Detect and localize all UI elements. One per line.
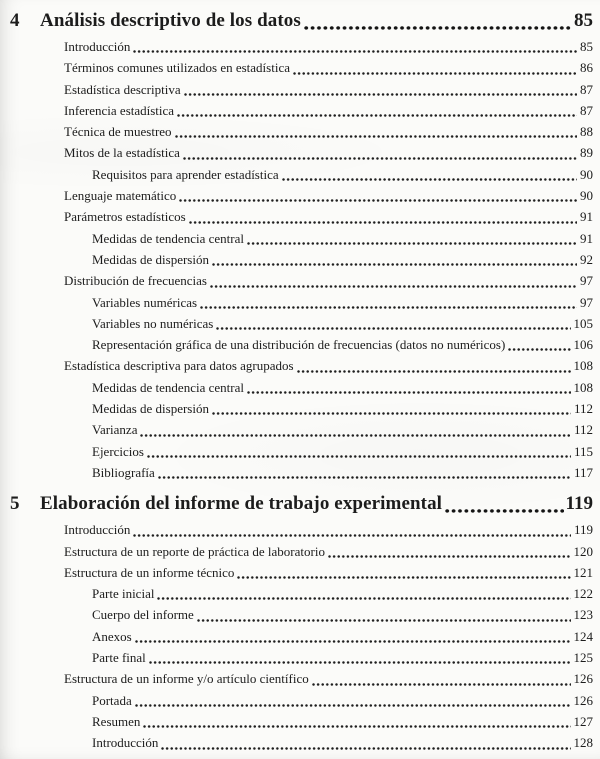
dot-leader: [133, 534, 571, 537]
toc-entry-label: Medidas de dispersión: [92, 251, 209, 267]
chapter-number: 4: [10, 10, 20, 31]
dot-leader: [212, 263, 577, 266]
toc-entry: [92, 711, 593, 732]
toc-entry: [92, 626, 593, 647]
dot-leader: [508, 348, 570, 351]
toc-entry-label: Ejercicios: [92, 443, 144, 459]
toc-entry-label: Estructura de un informe técnico: [64, 564, 235, 580]
toc-entry-label: Cuerpo del informe: [92, 607, 194, 623]
chapter-title: Elaboración del informe de trabajo experimental: [40, 493, 443, 515]
toc-entry-page: 85: [580, 39, 593, 54]
dot-leader: [200, 306, 577, 309]
toc-entry-label: Estadística descriptiva para datos agrupados: [64, 358, 294, 374]
toc-entry: [92, 377, 593, 398]
toc-entry: [92, 249, 593, 270]
dot-leader: [445, 509, 563, 514]
toc-entry-page: 117: [573, 464, 593, 480]
toc-entry-page: 86: [580, 60, 593, 76]
toc-entry-label: Estructura de un reporte de práctica de laboratorio: [64, 543, 325, 559]
toc-entry-label: Requisitos para aprender estadística: [92, 166, 279, 182]
toc-entry: [92, 647, 593, 668]
toc-entry: [92, 292, 593, 313]
dot-leader: [184, 93, 577, 96]
toc-entry-page: 91: [580, 230, 593, 246]
toc-entry-page: 120: [573, 543, 593, 559]
dot-leader: [175, 135, 577, 138]
dot-leader: [183, 157, 577, 160]
dot-leader: [293, 72, 577, 75]
toc-entry-label: Variables no numéricas: [92, 315, 214, 331]
toc-entry: [92, 313, 593, 334]
toc-entry-page: 115: [573, 443, 593, 459]
toc-entry-label: Introducción: [92, 735, 159, 751]
dot-leader: [179, 199, 577, 202]
dot-leader: [247, 242, 577, 245]
toc-chapter: [7, 6, 593, 483]
dot-leader: [312, 683, 571, 686]
toc-entry: [92, 583, 593, 604]
dot-leader: [161, 747, 570, 750]
toc-entry: [64, 36, 593, 57]
toc-entry: [64, 100, 593, 121]
toc-entry-label: Anexos: [92, 628, 132, 644]
toc-entry: [64, 668, 593, 689]
chapter-title: Análisis descriptivo de los datos: [40, 10, 301, 31]
dot-leader: [133, 50, 577, 53]
toc-entry-page: 126: [573, 692, 593, 708]
dot-leader: [297, 370, 571, 373]
toc-entry-page: 122: [573, 586, 593, 602]
toc-entry-label: Bibliografía: [92, 464, 155, 480]
toc-entry-label: Parte inicial: [92, 586, 155, 602]
toc-entry: [92, 462, 593, 483]
toc-entry-page: 112: [573, 401, 593, 417]
toc-entry-page: 123: [573, 607, 593, 623]
toc-entry-page: 87: [580, 81, 593, 97]
dot-leader: [135, 640, 571, 643]
toc-entry-label: Variables numéricas: [92, 294, 198, 310]
dot-leader: [237, 576, 570, 579]
toc-entry-label: Representación gráfica de una distribución de frecuencias (datos no numéricos): [92, 337, 506, 353]
toc-entry-label: Lenguaje matemático: [64, 188, 177, 204]
chapter-number: 5: [10, 493, 20, 515]
toc-entry: [64, 79, 593, 100]
toc-entry: [64, 541, 593, 562]
toc-entry-page: 92: [580, 251, 593, 267]
toc-entry-label: Técnica de muestreo: [64, 124, 172, 140]
toc-entry-page: 121: [573, 564, 593, 580]
toc-entry-page: 108: [573, 379, 593, 395]
toc-entry-page: 124: [573, 628, 593, 644]
toc-entry-page: 89: [580, 145, 593, 161]
toc-entry-page: 90: [580, 166, 593, 182]
chapter-heading-row: [7, 6, 593, 36]
chapter-heading-row: [7, 489, 593, 519]
toc-entry-page: 97: [580, 273, 593, 289]
dot-leader: [177, 114, 577, 117]
toc-entry: [64, 57, 593, 78]
toc-entry-label: Parámetros estadísticos: [64, 209, 186, 225]
dot-leader: [149, 661, 571, 664]
toc-entry: [92, 690, 593, 711]
toc-entry: [64, 121, 593, 142]
dot-leader: [140, 434, 571, 437]
toc-entry: [64, 206, 593, 227]
toc-entry: [64, 355, 593, 376]
toc-entry-page: 108: [573, 358, 593, 374]
toc-entry-label: Medidas de tendencia central: [92, 230, 244, 246]
dot-leader: [216, 327, 570, 330]
dot-leader: [304, 26, 572, 31]
dot-leader: [189, 221, 577, 224]
dot-leader: [210, 285, 577, 288]
toc-entry: [92, 441, 593, 462]
dot-leader: [197, 619, 571, 622]
toc-entry-label: Varianza: [92, 422, 138, 438]
dot-leader: [135, 704, 571, 707]
dot-leader: [157, 597, 570, 600]
toc-entry-page: 112: [573, 422, 593, 438]
toc-entry-label: Estadística descriptiva: [64, 81, 181, 97]
toc-entry: [92, 334, 593, 355]
toc-entry: [92, 164, 593, 185]
toc-entry: [64, 562, 593, 583]
toc-entry-page: 106: [573, 337, 593, 353]
dot-leader: [212, 412, 571, 415]
dot-leader: [328, 555, 571, 558]
toc-entry: [64, 185, 593, 206]
toc-entry-label: Distribución de frecuencias: [64, 273, 207, 289]
toc-entry-label: Portada: [92, 692, 132, 708]
toc-chapter: [7, 489, 593, 753]
toc-entry-label: Mitos de la estadística: [64, 145, 180, 161]
toc-entry-label: Medidas de dispersión: [92, 401, 209, 417]
toc-entry: [64, 519, 593, 540]
dot-leader: [147, 455, 571, 458]
toc-entry-page: 127: [573, 713, 593, 729]
toc-entry-label: Inferencia estadística: [64, 102, 175, 118]
toc-entry: [92, 732, 593, 753]
toc-entry: [92, 398, 593, 419]
toc-entry: [92, 228, 593, 249]
toc-entry-label: Parte final: [92, 650, 146, 666]
toc-entry-page: 87: [580, 102, 593, 118]
toc-entry-page: 91: [580, 209, 593, 225]
toc-entry: [64, 270, 593, 291]
toc-entry: [64, 142, 593, 163]
toc-entry-page: 90: [580, 188, 593, 204]
toc-entry-label: Resumen: [92, 713, 141, 729]
dot-leader: [282, 178, 577, 181]
toc-entry: [92, 604, 593, 625]
toc-entry-label: Introducción: [64, 522, 131, 538]
dot-leader: [158, 476, 571, 479]
chapter-page-number: 119: [565, 493, 593, 515]
table-of-contents: [7, 6, 593, 754]
dot-leader: [143, 725, 570, 728]
toc-entry-page: 119: [573, 522, 593, 538]
toc-entry: [92, 419, 593, 440]
toc-entry-label: Términos comunes utilizados en estadística: [64, 60, 290, 76]
toc-entry-label: Introducción: [64, 39, 131, 54]
toc-entry-label: Estructura de un informe y/o artículo científico: [64, 671, 309, 687]
toc-entry-page: 97: [580, 294, 593, 310]
toc-entry-page: 128: [573, 735, 593, 751]
toc-entry-page: 126: [573, 671, 593, 687]
chapter-page-number: 85: [574, 10, 593, 31]
toc-entry-page: 88: [580, 124, 593, 140]
toc-entry-page: 125: [573, 650, 593, 666]
dot-leader: [247, 391, 571, 394]
toc-entry-label: Medidas de tendencia central: [92, 379, 244, 395]
toc-entry-page: 105: [573, 315, 593, 331]
